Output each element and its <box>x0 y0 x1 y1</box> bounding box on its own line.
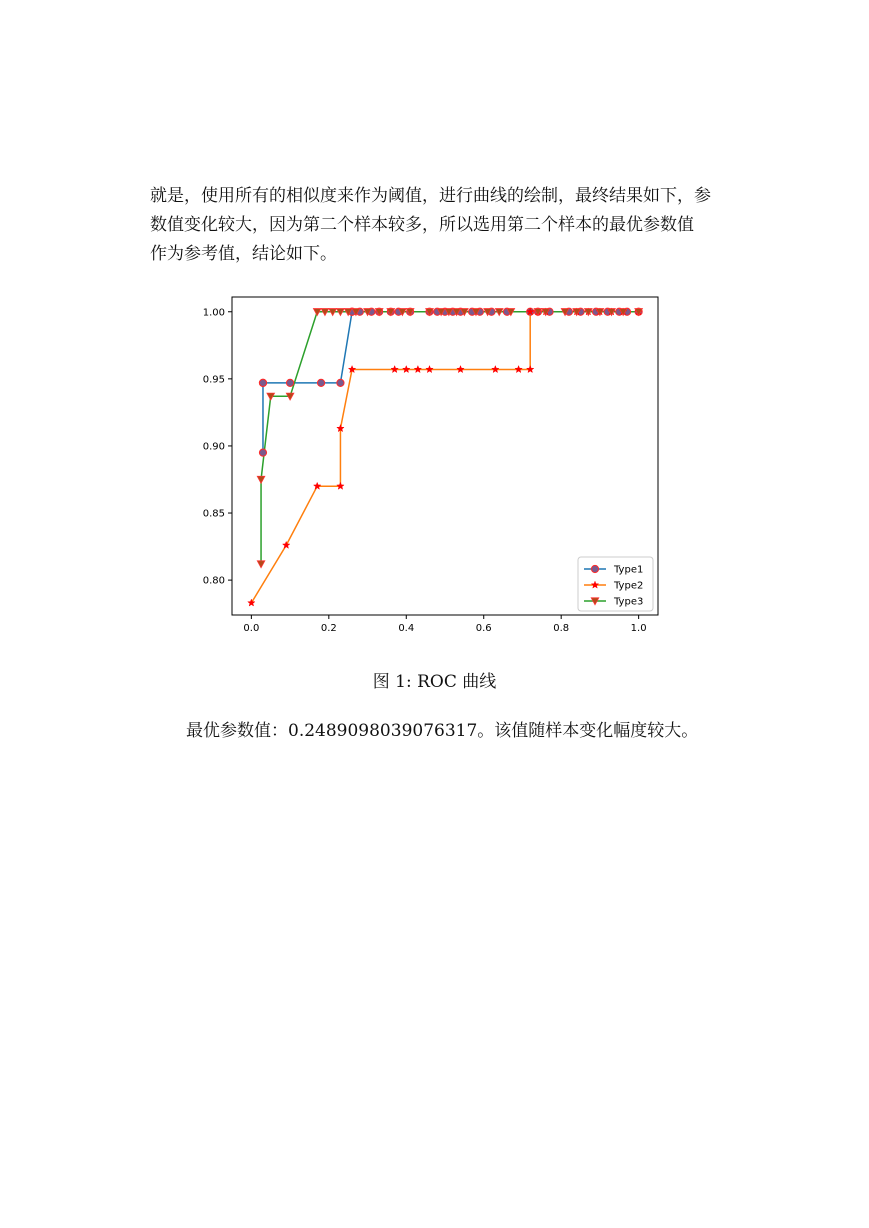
legend-label: Type1 <box>614 564 644 576</box>
y-tick-label: 1.00 <box>202 307 225 319</box>
data-point-type1 <box>259 379 266 386</box>
data-point-type1 <box>259 449 266 456</box>
x-tick-label: 0.6 <box>475 623 492 634</box>
paragraph-intro <box>150 182 718 269</box>
legend-label: Type3 <box>614 596 644 608</box>
paragraph-line: 作为参考值，结论如下。 <box>150 244 337 264</box>
data-point-type1 <box>317 379 324 386</box>
figure-caption: 图 1: ROC 曲线 <box>372 672 497 692</box>
x-tick-label: 0.4 <box>398 623 415 634</box>
x-tick-label: 0.8 <box>553 623 570 634</box>
x-tick-label: 0.2 <box>320 623 337 634</box>
y-tick-label: 0.95 <box>202 374 225 386</box>
y-tick-label: 0.80 <box>202 575 225 587</box>
y-tick-label: 0.90 <box>202 441 225 453</box>
x-tick-label: 0.0 <box>243 623 260 634</box>
legend <box>578 557 653 611</box>
data-point-type1 <box>337 379 344 386</box>
legend-marker <box>591 565 598 572</box>
paragraph-conclusion: 最优参数值：0.2489098039076317。该值随样本变化幅度较大。 <box>186 721 699 741</box>
roc-chart <box>196 290 676 640</box>
data-point-type1 <box>286 379 293 386</box>
x-tick-label: 1.0 <box>630 623 647 634</box>
paragraph-line: 就是，使用所有的相似度来作为阈值，进行曲线的绘制，最终结果如下，参 <box>150 186 711 206</box>
paragraph-line: 数值变化较大，因为第二个样本较多，所以选用第二个样本的最优参数值 <box>150 215 694 235</box>
legend-label: Type2 <box>614 580 644 592</box>
y-tick-label: 0.85 <box>202 508 225 520</box>
